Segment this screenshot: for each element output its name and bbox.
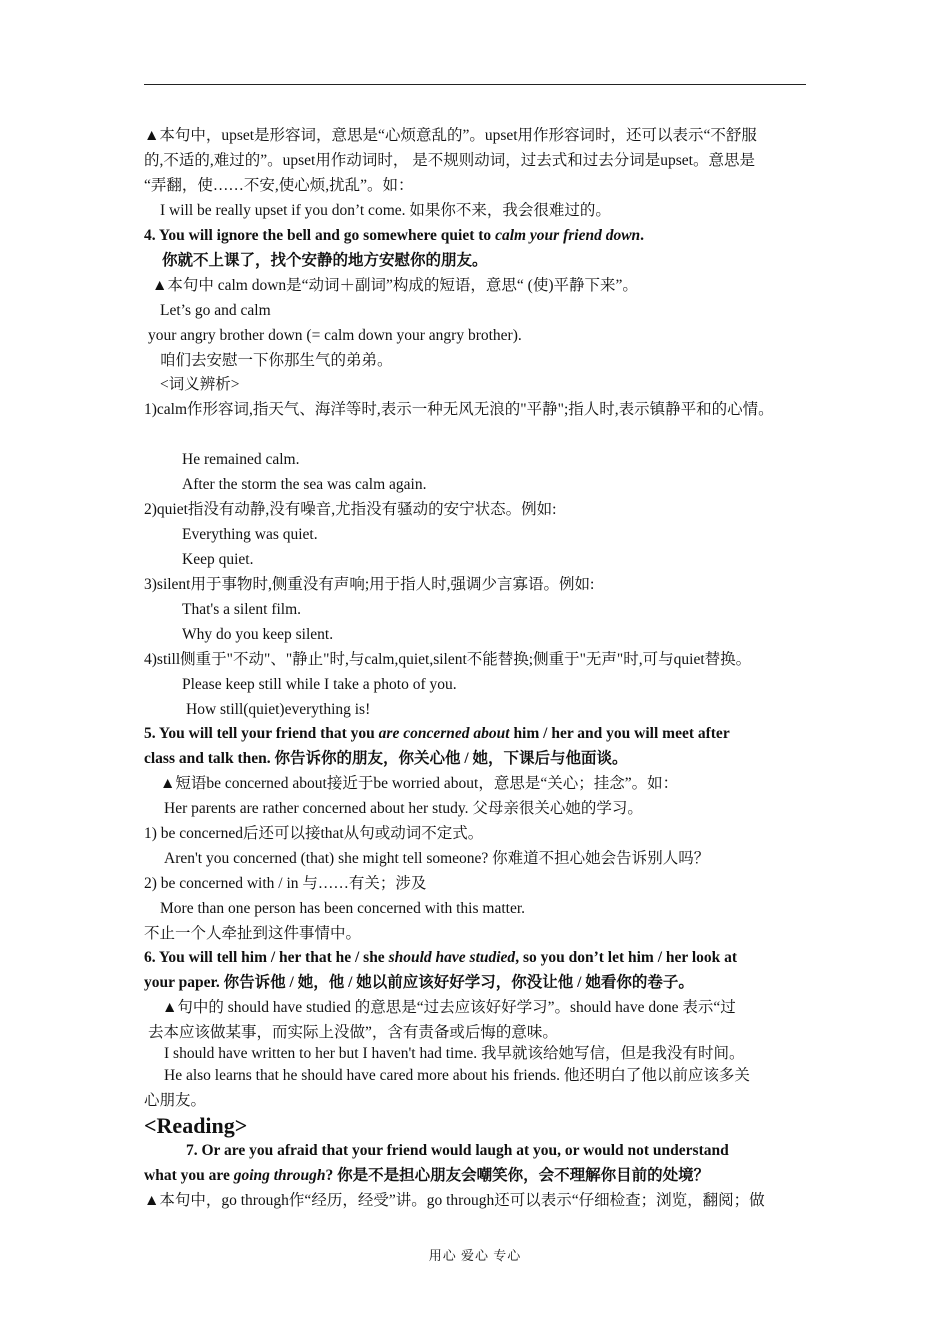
text-line	[144, 948, 737, 968]
text-run: ▲本句中 calm down是“动词＋副词”构成的短语，意思“ (使)平静下来”。	[152, 277, 638, 294]
text-run: Her parents are rather concerned about her study. 父母亲很关心她的学习。	[164, 800, 643, 817]
text-run: him / her and you will meet after	[509, 725, 730, 742]
text-line	[144, 151, 755, 171]
text-line	[148, 1023, 558, 1043]
text-line	[160, 375, 239, 395]
text-line	[186, 700, 370, 720]
text-line	[160, 301, 271, 321]
text-line	[182, 450, 299, 470]
text-run: 去本应该做某事，而实际上没做”，含有责备或后悔的意味。	[148, 1024, 558, 1041]
text-run: Keep quiet.	[182, 551, 254, 568]
text-line	[144, 176, 414, 196]
text-run: 2) be concerned with / in 与……有关；涉及	[144, 875, 427, 892]
text-run: ▲句中的 should have studied 的意思是“过去应该好好学习”。should have done 表示“过	[162, 999, 736, 1016]
text-run: , so you don’t let him / her look at	[515, 949, 738, 966]
text-run: ▲短语be concerned about接近于be worried about，意思是“关心；挂念”。如：	[160, 775, 679, 792]
text-run: <词义辨析>	[160, 376, 240, 393]
text-line	[144, 824, 483, 844]
text-run: 3)silent用于事物时,侧重没有声响;用于指人时,强调少言寡语。例如:	[144, 576, 595, 593]
text-run: ? 你是不是担心朋友会嘲笑你，会不理解你目前的处境？	[325, 1167, 710, 1184]
text-run: Everything was quiet.	[182, 526, 318, 543]
text-run: your paper. 你告诉他 / 她，他 / 她以前应该好好学习，你没让他 / 她看你的卷子。	[144, 974, 694, 991]
text-line	[164, 799, 643, 819]
text-run: 咱们去安慰一下你那生气的弟弟。	[160, 352, 393, 369]
text-run: ▲本句中，go through作“经历，经受”讲。go through还可以表示“仔细检查；浏览，翻阅；做	[144, 1192, 765, 1209]
text-line	[182, 475, 426, 495]
text-line	[164, 1066, 750, 1086]
text-line	[162, 998, 736, 1018]
text-line	[186, 1141, 729, 1161]
text-run: calm your friend down	[495, 227, 641, 244]
text-run: More than one person has been concerned with this matter.	[160, 900, 525, 917]
text-run: 你就不上课了，找个安静的地方安慰你的朋友。	[162, 252, 488, 269]
text-run: 不止一个人牵扯到这件事情中。	[144, 925, 362, 942]
text-run: 2)quiet指没有动静,没有噪音,尤指没有骚动的安宁状态。例如:	[144, 501, 557, 518]
text-line	[144, 400, 774, 420]
text-run: 1) be concerned后还可以接that从句或动词不定式。	[144, 825, 484, 842]
text-run: 1)calm作形容词,指天气、海洋等时,表示一种无风无浪的"平静";指人时,表示镇静平和的心情。	[144, 401, 774, 418]
text-run: 5. You will tell your friend that you	[144, 725, 379, 742]
page-footer: 用心 爱心 专心	[428, 1248, 522, 1263]
text-line	[144, 575, 594, 595]
text-line	[160, 774, 678, 794]
text-line	[144, 1191, 765, 1211]
text-line	[160, 899, 525, 919]
text-line	[162, 251, 488, 271]
text-run: He remained calm.	[182, 451, 300, 468]
text-run: 4. You will ignore the bell and go somewhere quiet to	[144, 227, 496, 244]
text-line	[144, 500, 556, 520]
text-line	[148, 326, 522, 346]
text-line	[144, 1166, 709, 1186]
text-line	[144, 1091, 206, 1111]
text-line	[182, 525, 318, 545]
text-run: 的,不适的,难过的”。upset用作动词时， 是不规则动词，过去式和过去分词是upset。意思是	[144, 152, 755, 169]
text-run: class and talk then. 你告诉你的朋友，你关心他 / 她，下课后与他面谈。	[144, 750, 628, 767]
text-line	[144, 650, 751, 670]
text-line	[182, 625, 333, 645]
text-line	[152, 276, 638, 296]
text-run: <Reading>	[144, 1113, 248, 1138]
text-run: 7. Or are you afraid that your friend would laugh at you, or would not understand	[186, 1142, 729, 1159]
text-line	[164, 849, 709, 869]
text-run: Aren't you concerned (that) she might tell someone? 你难道不担心她会告诉别人吗？	[164, 850, 710, 867]
text-run: That's a silent film.	[182, 601, 302, 618]
text-run: He also learns that he should have cared more about his friends. 他还明白了他以前应该多关	[164, 1067, 750, 1084]
text-run: .	[640, 227, 645, 244]
text-run: 6. You will tell him / her that he / she	[144, 949, 389, 966]
text-run: Please keep still while I take a photo of you.	[182, 676, 457, 693]
text-line	[182, 600, 301, 620]
text-line	[160, 351, 393, 371]
text-run: 4)still侧重于"不动"、"静止"时,与calm,quiet,silent不能替换;侧重于"无声"时,可与quiet替换。	[144, 651, 752, 668]
text-run: ▲本句中，upset是形容词，意思是“心烦意乱的”。upset用作形容词时，还可以表示“不舒服	[144, 127, 757, 144]
text-line	[182, 550, 253, 570]
text-run: are concerned about	[378, 725, 510, 742]
text-line	[164, 1044, 745, 1064]
text-run: I will be really upset if you don’t come. 如果你不来，我会很难过的。	[160, 202, 611, 219]
text-line	[160, 201, 611, 221]
text-run: “弄翻，使……不安,使心烦,扰乱”。如：	[144, 177, 414, 194]
text-run: Let’s go and calm	[160, 302, 271, 319]
section-heading	[144, 1113, 247, 1139]
text-run: your angry brother down (= calm down your angry brother).	[148, 327, 522, 344]
text-run: should have studied	[388, 949, 516, 966]
text-run: After the storm the sea was calm again.	[182, 476, 427, 493]
text-run: How still(quiet)everything is!	[186, 701, 371, 718]
text-run: I should have written to her but I haven't had time. 我早就该给她写信，但是我没有时间。	[164, 1045, 745, 1062]
text-line	[144, 226, 644, 246]
text-run: going through	[233, 1167, 326, 1184]
text-run: what you are	[144, 1167, 234, 1184]
text-line	[144, 973, 694, 993]
text-line	[144, 126, 757, 146]
text-line	[144, 924, 361, 944]
text-line	[144, 874, 426, 894]
text-line	[144, 749, 628, 769]
text-line	[182, 675, 457, 695]
text-run: 心朋友。	[144, 1092, 207, 1109]
text-run: Why do you keep silent.	[182, 626, 334, 643]
text-line	[144, 724, 730, 744]
